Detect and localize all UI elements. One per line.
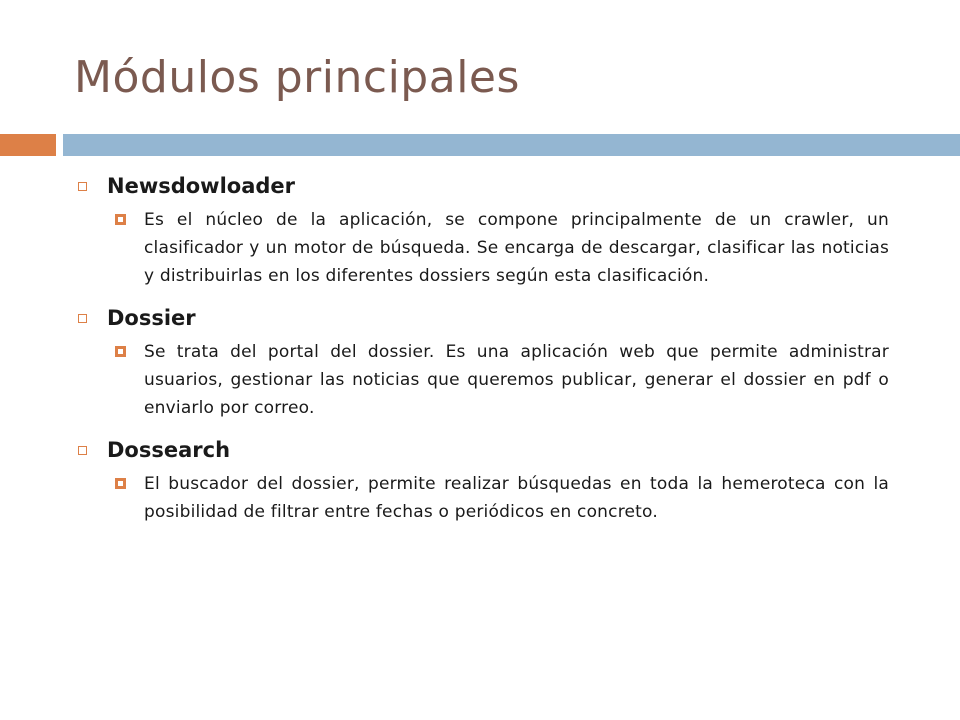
sub-bullet-text: El buscador del dossier, permite realizar búsquedas en toda la hemeroteca con la posibilidad de filtrar entre fechas o periódicos en concreto. bbox=[144, 474, 889, 522]
section-heading-row bbox=[78, 302, 898, 334]
sub-bullet-text: Es el núcleo de la aplicación, se compone principalmente de un crawler, un clasificador y un motor de búsqueda. Se encarga de descargar, clasificar las noticias y distribuirlas en los diferentes dossiers según esta clasificación. bbox=[144, 210, 889, 286]
title-rule-accent bbox=[0, 134, 56, 156]
title-rule-bar bbox=[63, 134, 960, 156]
section-heading-row bbox=[78, 434, 898, 466]
hollow-square-bullet-icon bbox=[78, 314, 87, 323]
section-heading: Newsdowloader bbox=[107, 174, 296, 198]
section-heading-row bbox=[78, 170, 898, 202]
section-dossier bbox=[78, 302, 898, 422]
filled-square-bullet-icon bbox=[115, 214, 126, 225]
section-heading: Dossearch bbox=[107, 438, 231, 462]
sub-bullet-item bbox=[115, 470, 898, 526]
slide-title: Módulos principales bbox=[74, 52, 520, 103]
filled-square-bullet-icon bbox=[115, 346, 126, 357]
section-newsdowloader bbox=[78, 170, 898, 290]
filled-square-bullet-icon bbox=[115, 478, 126, 489]
sub-bullet-text: Se trata del portal del dossier. Es una aplicación web que permite administrar usuarios, gestionar las noticias que queremos publicar, generar el dossier en pdf o enviarlo por correo. bbox=[144, 342, 889, 418]
hollow-square-bullet-icon bbox=[78, 446, 87, 455]
section-heading: Dossier bbox=[107, 306, 196, 330]
section-dossearch bbox=[78, 434, 898, 526]
slide-content bbox=[78, 170, 898, 538]
sub-bullet-item bbox=[115, 206, 898, 290]
hollow-square-bullet-icon bbox=[78, 182, 87, 191]
sub-bullet-item bbox=[115, 338, 898, 422]
